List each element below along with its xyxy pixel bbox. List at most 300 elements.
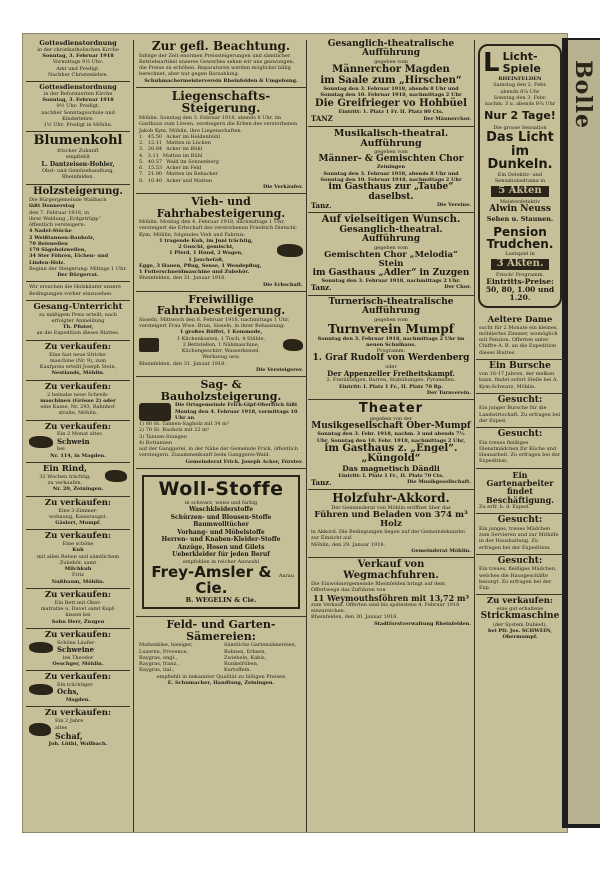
ad-title: Ein Gartenarbeiter findet Beschäftigung. (485, 469, 554, 505)
acts-badge: 3 Akten. (491, 259, 549, 270)
cinema-days: Nur 2 Tage! (484, 109, 556, 123)
ad-line: Ein 2 Monat altes (57, 431, 102, 438)
ad-title: Zu verkaufen: (44, 531, 112, 542)
for-sale-ad (26, 671, 130, 707)
ad-signature: Die Erbschaft. (262, 281, 303, 288)
ad-line: in der Reformierten Kirche (43, 90, 113, 97)
ad-signature: Gemeinderat Möhlin. (411, 547, 471, 554)
ad-text: Die Einwohnergemeinde Rheinfelden bringt auf dem Offertwege das Zuführen von (311, 581, 446, 594)
ad-line: Ein trächtiger (57, 682, 93, 689)
ad-title: Ein Rind, (42, 463, 88, 474)
ad-line: zu verkaufen. (47, 480, 83, 487)
ad-line: Kinderlehre. (62, 115, 94, 122)
ad-line: Fritz (71, 572, 85, 579)
ad-line: Gäslert, Mumpf. (55, 520, 101, 527)
cow-icon (277, 244, 303, 257)
ad-line: bei Theodor (62, 654, 94, 661)
ad-title: Zu verkaufen: (44, 497, 112, 508)
ad-line: Vormittags 9½ Uhr: (52, 59, 104, 66)
ad-title: Musikalisch-theatral. Aufführung (333, 127, 449, 149)
wood-auction-note (26, 282, 130, 301)
ad-date: Sonntag den 3. Februar 1918, nachmittags 2 Uhr. (321, 278, 461, 285)
ad-line: Die Bürgergemeinde Wallbach (29, 197, 107, 204)
ad-line: Zubehör, samt (59, 559, 97, 566)
ad-item: 4) Rottannen (139, 439, 173, 446)
ad-title: Holzfuhr-Akkord. (332, 491, 450, 506)
ad-title: Gottesdienstordnung (39, 39, 117, 47)
ad-line: an die Expedition dieses Blattes. (36, 330, 120, 337)
play-title: Die Greifrieger vo Hohbüel (315, 97, 467, 109)
property-n: 3. (139, 146, 144, 153)
pig-icon (29, 436, 53, 448)
prices-label: Eintritts-Preise: (486, 276, 554, 286)
ad-line: empfiehlt in bekannter Qualität zu billigen Preisen (156, 673, 286, 680)
venue: im Gasthaus zur „Taube“ daselbst. (328, 182, 454, 202)
ad-highlight: Strickmaschine (480, 611, 560, 622)
dance-label: TANZ (311, 114, 333, 124)
ad-line: läßt Donnerstag (29, 203, 75, 210)
club-name: Turnverein Mumpf (328, 321, 454, 336)
ad-title: Verkauf von Wegmachfuhren. (343, 559, 439, 581)
club-place: Zeiningen (376, 164, 406, 171)
ad-line: den 7. Februar 1918, in (29, 209, 89, 216)
property-area: 3.11 (147, 152, 159, 159)
ad-title: Zu verkaufen: (44, 341, 112, 352)
ad-title: Gesucht: (497, 429, 543, 440)
ad-line: Ein Detektiv- und Sensationsdrama in (494, 171, 546, 185)
ad-line: gegeben vom (374, 148, 408, 155)
for-sale-ad (26, 341, 130, 381)
ad-title: Gesang-Unterricht (33, 301, 123, 312)
dance-label: Tanz. (311, 200, 332, 210)
program-item: Der Appenzeller Freiheitskampf. (327, 368, 455, 378)
ad-date: Möhlin, den 29. Januar 1918. (311, 541, 386, 548)
church-service-ad (26, 38, 130, 82)
for-sale-ad (26, 463, 130, 497)
ad-title: Woll-Stoffe (158, 477, 284, 500)
ad-line: Sohn Herr, Zuzgen (51, 618, 105, 625)
property-desc: Acker und Matten (166, 177, 213, 184)
cow-icon (283, 339, 303, 351)
ad-title: Ein Bursche (489, 360, 551, 371)
ad-line: 2 Weißtannen-Bauholz, (29, 234, 95, 241)
ad-title: Theater (358, 401, 424, 417)
ad-signature: bei Pfr. Jos. SCHWEIN, Obermumpf. (488, 628, 552, 641)
ad-line: kissen bei (65, 612, 91, 619)
cinema-logo-letter: L (483, 48, 500, 78)
property-list (139, 134, 303, 184)
for-sale-ad (26, 589, 130, 629)
transport-contract-ad (308, 490, 474, 558)
next-page-masthead: Bolle (570, 60, 596, 129)
next-page-edge (568, 40, 600, 824)
ad-text: Zu erfr. b. d. Exped. (479, 504, 530, 511)
cauliflower-ad (26, 132, 130, 184)
seeds-ad (136, 617, 306, 689)
ad-line: Magden. (65, 697, 91, 704)
ad-line: Nußbaum, Möhlin. (51, 578, 105, 585)
ad-date: Sonntag den 3. Februar 1918, abends 8 Uhr und Sonntag den 10. Februar 1918, nachmittags 2 Uhr (320, 170, 462, 183)
ad-title: Zur gefl. Beachtung. (151, 39, 291, 53)
ad-highlight: Führen und Beladen von 374 m³ Holz (314, 510, 468, 530)
ad-line: empfohlen in reicher Auswahl (182, 558, 260, 565)
ad-line: Samstag den 2. Febr. (493, 82, 547, 89)
ad-line: Sehen u. Staunen. (486, 214, 554, 223)
ad-title: Freiwillige Fahrhabesteigerung. (156, 292, 286, 318)
ad-item: 1 tragende Kuh, im Juni trächtig, (159, 237, 253, 244)
ad-entry: Eintritt: I. Platz 1 Fr., II. Platz 70 Cts. (338, 472, 444, 479)
property-desc: Matten in Lücken (166, 140, 211, 147)
property-n: 7. (139, 171, 144, 178)
ad-line: nachher Sonntagsschule und (41, 109, 115, 116)
ad-line: Schöne Läufer- (57, 639, 96, 646)
column-1 (26, 38, 130, 750)
ad-line: Ein Bett mit Ober- (54, 599, 102, 606)
ad-line: Nr. 114, in Magden. (50, 452, 106, 459)
ad-line: Sonntag den 3. Febr. (493, 94, 547, 101)
ad-item: Küchengeschirr, Wasserkessel, (181, 348, 261, 355)
ad-line: Beginn der Steigerung: Mittags 1 Uhr. (29, 265, 127, 272)
ad-title: Zu verkaufen: (44, 672, 112, 683)
ad-line: 4 Nadel-Stöcke (29, 228, 72, 235)
ad-title: Liegenschafts-Steigerung. (171, 88, 271, 116)
notice-ad (136, 38, 306, 88)
ad-line: Ein 2 Jahre (55, 718, 84, 725)
property-desc: Matten im Rebacker (166, 171, 219, 178)
ad-item: 3) Tannen-Stangen (139, 433, 187, 440)
ad-item: Runkelrüben, (224, 661, 259, 668)
ox-icon (29, 684, 53, 695)
ad-text: (der System Dubied), (493, 621, 547, 628)
ad-line: mit allen Reben und sämtlichem (36, 553, 120, 560)
theatre-ad (308, 38, 474, 127)
household-auction-ad (136, 292, 306, 377)
ad-item: Zwiebeln, Kabis, (224, 654, 267, 661)
ad-line: 34 Ster Föhren, Eichen- und (29, 253, 109, 260)
ad-signature: Der Männerchor. (423, 115, 471, 122)
ad-line: abends 8¼ Uhr (500, 88, 540, 95)
classified-ad (476, 514, 564, 554)
ad-title: Auf vielseitigen Wunsch. (321, 214, 461, 226)
ad-line: bei (57, 446, 65, 453)
ad-signature: Die Musikgesellschaft. (407, 479, 471, 486)
wool-fabrics-ad (136, 469, 306, 618)
ad-line: eine Kasse, Nr. 293, Bahnhof- (40, 404, 116, 411)
ad-line: Ueberkleider für jeden Beruf (172, 551, 270, 558)
theatre-ad (308, 213, 474, 296)
ad-line: Linden-Holz. (29, 259, 65, 266)
classified-ad (476, 314, 564, 360)
ad-item: Bohnen, Erbsen, (224, 648, 267, 655)
ad-line: Milchkuh (64, 566, 92, 573)
ad-subtitle: Gesanglich-theatral. Aufführung (339, 224, 443, 245)
ad-line: 70 Reiswellen (29, 240, 68, 247)
brand-name: Frey-Amsler & Cie. (151, 562, 272, 597)
ad-line: Eine fast neue Stricke- (49, 351, 107, 358)
for-sale-ad (26, 530, 130, 589)
ad-date: Rheinfelden, den 31. Januar 1918. (139, 360, 226, 367)
ad-line: Eine 3-Zimmer- (58, 507, 98, 514)
livestock-auction-ad (136, 194, 306, 292)
property-desc: Wald im Sonnenberg (166, 158, 219, 165)
column-rule (474, 40, 475, 832)
ad-line: nachm. 3 u. abends 8¼ Uhr (484, 101, 556, 107)
film-title: Pension (493, 224, 547, 239)
ad-date: Sonntag den 3. Februar 1918, abends 8 Uhr und Sonntag den 10. Februar 1918, nachmittags 2 Uhr (320, 86, 462, 99)
ad-signature: E. Schumacher, Handlung, Zeiningen. (167, 679, 275, 686)
ad-text: Ein treues, fleißiges Mädchen, welches die Hausgeschäfte besorgt. Zu erfragen bei der Exp. (479, 566, 557, 592)
venue: im Gasthaus z. „Engel“. (324, 442, 458, 454)
ad-signature: Der Chor. (444, 284, 471, 291)
dance-label: Tanz. (311, 478, 332, 488)
ad-line: erfolgter Anmeldung (51, 317, 105, 324)
ad-item: 1 großes Büffet, 1 Kommode, (179, 329, 263, 336)
ad-line: Vorhang- und Möbelstoffe (177, 528, 265, 536)
ad-line: Herren- und Knaben-Kleider-Stoffe (161, 536, 281, 543)
program-item: 2. Freiübungen, Barren, Stabübungen, Pyramiden. (326, 377, 456, 384)
ad-line: Nestlands, Möhlin. (51, 370, 105, 377)
ad-line: matratze u. Duvet samt Kopf- (40, 606, 116, 613)
ad-title: Zu verkaufen: (44, 421, 112, 432)
singing-lessons-ad (26, 301, 130, 341)
for-sale-ad (26, 421, 130, 463)
ad-line: Nachher Christenlehre. (47, 71, 109, 78)
ad-item: Luzerne, Provence, (139, 648, 188, 655)
ad-line: wohnung, Kaiseraugst. (48, 513, 108, 520)
ad-text: in Akkord. Die Bedingungen liegen auf der Gemeindekanzlei zur Einsicht auf. (311, 529, 465, 542)
ad-date: Rheinfelden, den 31. Januar 1918. (139, 275, 226, 282)
ad-line: Sonntag, 3. Februar 1918 (42, 97, 114, 104)
ad-line: ihrer Waldung „Erdgstrüpp“ (29, 215, 102, 222)
ad-line: altes (55, 724, 68, 731)
ad-line: Rheinfelden. (61, 174, 95, 181)
ad-line: gegeben vom (374, 316, 408, 323)
theatre-ad (308, 400, 474, 490)
ad-line: maschinen (Grösse 2) oder (40, 397, 116, 404)
venue: im Gasthaus „Adler“ in Zuzgen (312, 267, 470, 278)
ad-item: 1 Jauchefaß, (188, 256, 224, 263)
seller-name: B. WEGELIN & Cie. (185, 596, 257, 605)
wagon-icon (139, 338, 159, 352)
ad-line: 9½ Uhr: Predigt. (56, 103, 100, 110)
classified-ad (476, 469, 564, 515)
classified-ad (476, 428, 564, 468)
play-title: Das magnetisch Dändli (342, 463, 440, 473)
ad-line: Eine schöne (62, 541, 94, 548)
ad-entry: Eintritt: 1. Platz 1 Fr. II. Platz 80 Cts. (338, 109, 444, 116)
timber-logs-icon (139, 403, 171, 421)
cinema-title: Licht- (502, 50, 538, 64)
ad-line: Lustspiel in (505, 250, 535, 257)
film-title: im Dunkeln. (487, 143, 553, 173)
ad-title: Zu verkaufen: (44, 629, 112, 640)
ad-item: 1 Küchenkasten, 1 Tisch, 4 Stühle, (176, 335, 266, 342)
ad-item: 2) 70 St. Bauholz mit 22 m³ (139, 427, 209, 434)
ad-line: Th. Pfister, (62, 324, 94, 331)
property-area: 40.57 (147, 158, 163, 165)
ad-title: Zu verkaufen: (486, 596, 554, 607)
ad-title: Gottesdienstordnung (39, 83, 117, 92)
column-4 (476, 38, 564, 644)
ad-date: Rheinfelden, den 30. Januar 1918. (311, 614, 398, 621)
ad-signature: Stadtforstverwaltung Rheinfelden. (374, 620, 471, 627)
property-n: 5. (139, 158, 144, 165)
ad-line: Meisterdetektiv (499, 198, 541, 205)
ad-line: Baumwolltücher (193, 521, 249, 528)
ad-item: Mattenklee, hiesiger, (139, 642, 193, 649)
ad-item: Egge, 3 Hauen, Pflug, Sense, 1 Wendepflug, (139, 262, 262, 269)
ad-line: Schürzen- und Blousen-Stoffe (170, 513, 272, 521)
ad-text: Sisseln. Mittwoch den 6. Februar 1918, nachmittags 1 Uhr, versteigert Frau Wwe. Brun, Sisseln, in ihrer Behausung: (139, 316, 290, 330)
ad-text: Ein junges, treues Mädchen zum Servieren und zur Mithilfe in der Haushaltung. Zu erfragen bei der Expedition. (479, 525, 559, 551)
ad-line: Die grosse Sensation (493, 124, 547, 131)
property-desc: Matten im Bühl (162, 152, 203, 159)
ad-line: Sonntag, 3. Februar 1918 (42, 53, 114, 60)
ad-highlight: 11 Weymouthsföhren mit 13,72 m³ (313, 592, 469, 603)
ad-subtitle: Die Ortsgemeinde Frick-Gipf-Oberfrick läßt Montag den 4. Februar 1918, vormittags 10 Uhr an (175, 402, 298, 421)
ad-title: Gesucht: (497, 515, 543, 526)
ad-line: Kaufpreis erteilt Joseph Stein, (39, 364, 117, 371)
column-2 (136, 38, 306, 689)
for-sale-ad (26, 497, 130, 531)
cinema-place: RHEINFELDEN (498, 76, 542, 82)
ad-title: Zu verkaufen: (44, 708, 112, 719)
ad-date: Sonntag den 3. Febr. 1918, nachm. 3 und abends 7½ Uhr, Sonntag den 10. Febr. 1918, nachmittags 2 Uhr, (316, 431, 466, 444)
ad-title: Feld- und Garten-Sämereien: (166, 618, 276, 643)
actor-name: Alwin Neuss (489, 204, 551, 215)
ad-title: Gesucht: (497, 394, 543, 405)
ad-line: L. Dantzeisen-Hohler, (41, 160, 115, 168)
ad-line: Anzüge, Hosen und Gilets (177, 543, 265, 551)
ad-line: Oeschger, Möhlin. (52, 661, 104, 668)
ad-line: Schwein (57, 436, 90, 446)
church-service-ad (26, 82, 130, 132)
ad-text: auf der Ganggerei, in der Nähe der Gemeinde Frick, öffentlich versteigern. Zusammenkunft beim Ganggerei-Wald. (139, 446, 298, 459)
ad-item: Sämtliche Gartensämereien, (224, 642, 297, 649)
pig-icon (29, 642, 53, 653)
ad-line: gegeben von der (369, 415, 413, 422)
club-name: Männer- & Gemischten Chor (318, 153, 464, 164)
ad-line: gegeben vom (374, 244, 408, 251)
ad-title: Sag- & Bauholzsteigerung. (160, 378, 282, 403)
ad-text: sucht für 2 Monate ein kleines, möbliertes Zimmer, womöglich mit Pension. Offerten unter Chiffre A. B. an die Expedition dieses Blattes. (479, 324, 559, 356)
ad-text: zum Verkauf. Offerten sind bis spätestens 4. Februar 1918 einzureichen. (311, 601, 460, 615)
ad-text: Möhlin. Sonntag den 3. Februar 1918, abends 8 Uhr, im Gasthaus zum Löwen, versteigern die Erben des verstorbenen Jakob Kym, Möhlin, ihre Liegenschaften. (139, 115, 298, 134)
theatre-ad (308, 127, 474, 214)
classified-ad (476, 360, 564, 394)
property-area: 45.50 (147, 133, 163, 140)
ad-title: Blumenkohl (33, 133, 123, 149)
ad-line: 32 Wochen trächtig, (39, 473, 91, 480)
ad-title: Turnerisch-theatralische Aufführung (328, 296, 454, 317)
ad-item: Raygras, ital., (139, 667, 175, 674)
venue: im Saale zum „Hirschen“ (320, 74, 462, 86)
cow-icon (105, 470, 127, 482)
brand-place: Aarau (278, 572, 294, 579)
ad-line: Joh. Lüthi, Wallbach. (48, 740, 108, 747)
property-area: 21.90 (147, 171, 163, 178)
ad-title: Zu verkaufen: (44, 589, 112, 600)
program-label: Programm: (376, 348, 406, 355)
sheep-icon (29, 723, 51, 736)
timber-auction-ad (136, 377, 306, 469)
ad-text: Der Gemeinderat von Möhlin eröffnet über das (331, 504, 451, 511)
ad-item: Kartoffeln. (224, 667, 252, 674)
ad-line: in schwarz, weiss und farbig (184, 499, 258, 506)
ad-item: 2 Guscht, gemischt, (178, 244, 234, 251)
ad-title: Vieh- und Fahrhabesteigerung. (156, 195, 286, 220)
program-item: oder (385, 363, 397, 370)
property-area: 10.40 (147, 177, 163, 184)
property-auction-ad (136, 88, 306, 194)
ad-title: Zu verkaufen: (44, 381, 112, 392)
ad-item: Werkzeug usw. (202, 354, 240, 361)
ad-line: frischer Zukunft (57, 148, 99, 155)
ad-line: empfiehlt (65, 154, 91, 161)
gymnastics-ad (308, 296, 474, 400)
ad-line: gegeben vom (374, 58, 408, 65)
ad-line: Obst- und Gemüsehandlung, (41, 168, 115, 175)
property-n: 4. (139, 152, 144, 159)
ad-title: Gesucht: (497, 555, 543, 566)
ad-signature: Schuhmachermeisterverein Rheinfelden & Umgebung. (144, 77, 298, 84)
ad-item: 2 Bettstellen, 1 Nähmaschine, (182, 341, 260, 348)
ad-line: öffentlich versteigern: (29, 222, 86, 229)
ad-text: Ein treues fleißiges Dienstmädchen für Küche und Hausarbeit. Zu erfragen bei der Expedition. (479, 439, 561, 465)
ad-text: Infolge der Zeit enormen Preissteigerungen und sämtlicher Betriebsartikel unseres Gewerbes sehen wir uns gezwungen, die Preise zu erhöhen. Reparaturen werden möglichst billig berechnet, aber nur gegen Barzahlung. (139, 52, 295, 78)
property-n: 1. (139, 133, 144, 140)
ad-text: Ein junger Bursche für die Landwirtschaft. Zu erfragen bei der Exped. (479, 405, 561, 424)
acts-badge: 5 Akten (491, 186, 549, 197)
column-rule (133, 40, 134, 832)
property-desc: Acker im Heldenbühl (166, 133, 220, 140)
program-item: 1. Graf Rudolf von Werdenberg (312, 353, 470, 364)
for-sale-ad (26, 629, 130, 671)
property-area: 15.53 (147, 165, 163, 172)
ad-line: Ochs, (57, 687, 79, 697)
ad-signature: Die Versteigerer. (255, 366, 303, 373)
property-n: 2. (139, 140, 144, 147)
film-title: Das Licht (486, 130, 554, 146)
ad-item: Raygras, engl., (139, 654, 178, 661)
timber-sale-ad (308, 558, 474, 630)
ad-entry: Eintritt: I. Platz 1 Fr., II. Platz 70 Rp. (338, 383, 444, 390)
cinema-ad (478, 44, 562, 308)
column-rule (306, 40, 307, 832)
property-area: 20.84 (147, 146, 163, 153)
ad-text: Möhlin. Montag den 4. Februar 1918, nachmittags 1 Uhr, versteigert die Erbschaft des verstorbenen Friedrich Dietschi-Kym, Möhlin, folgendes Vieh und Fahrnis: (139, 219, 298, 238)
ad-line: in der christkatholischen Kirche (37, 46, 119, 53)
ad-signature: Die Vereine. (436, 201, 471, 208)
classified-ad (476, 555, 564, 595)
property-desc: Acker im Bühl (166, 146, 203, 153)
cinema-title: Spiele (502, 62, 541, 75)
ad-line: Nr. 20, Zeiningen. (52, 486, 104, 493)
for-sale-ad (26, 707, 130, 750)
property-desc: Acker im Feld (166, 165, 202, 172)
club-name: Gemischten Chor „Melodia“ Stein (324, 249, 458, 269)
ad-line: Schweine (57, 645, 95, 655)
property-area: 12.11 (147, 140, 163, 147)
ad-text: von 16-17 Jahren, der melken kann, findet sofort Stelle bei A. Kym-Schwarz, Möhlin. (479, 371, 559, 390)
ad-text: eine gut erhaltene (496, 606, 544, 613)
ad-line: 1½ Uhr: Predigt in Möhlin. (43, 122, 113, 129)
ad-signature: Der Turnverein. (426, 389, 471, 396)
dance-label: Tanz. (311, 283, 332, 293)
ad-line: 2 beinahe neue Schreib- (47, 391, 109, 398)
ad-line: Amt und Predigt. (56, 65, 100, 72)
ad-title: Aeltere Dame (487, 314, 553, 325)
